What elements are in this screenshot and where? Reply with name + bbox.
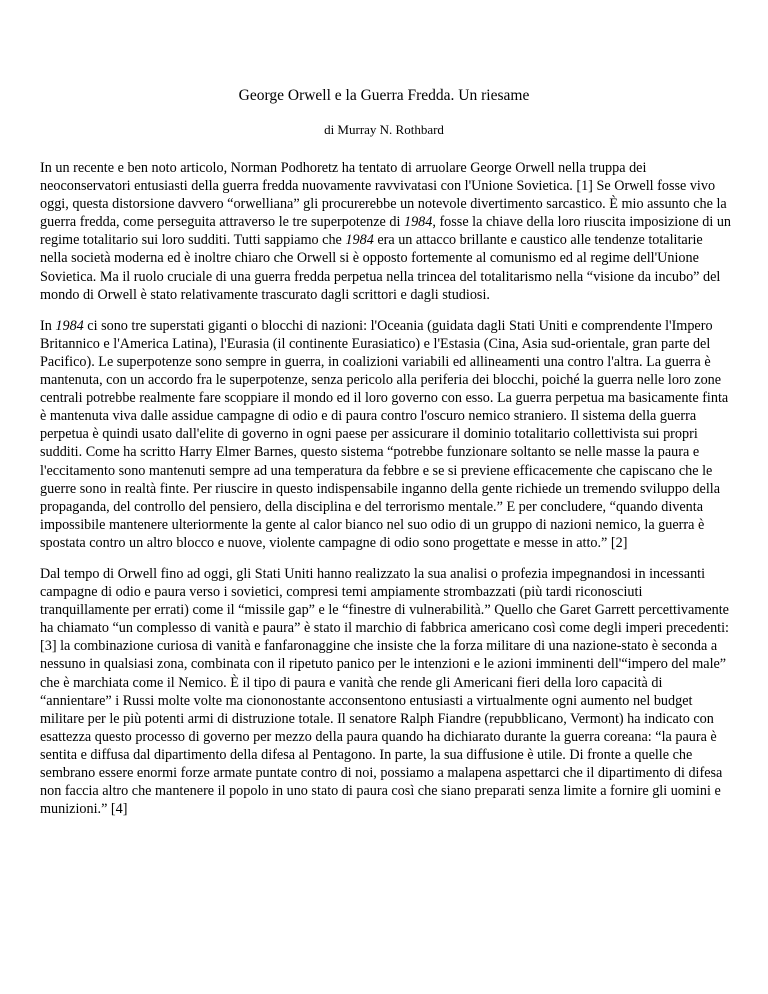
paragraph-text: Dal tempo di Orwell fino ad oggi, gli Stati Uniti hanno realizzato la sua analisi o profezia impegnandosi in incessanti campagne di odio e paura verso i sovietici, compresi temi ampiamente strombazzati (più tardi riconosciuti tranquillamente per errati) come il “missile gap” e le “finestre di vulnerabilità.” Quello che Garet Garrett percettivamente ha chiamato “un complesso di vanità e paura” è stato il marchio di fabbrica americano così come degli imperi precedenti: [3] la combinazione curiosa di vanità e fanfaronaggine che insiste che la forza militare di una nazione-stato è seconda a nessuno in qualsiasi zona, combinata con il ripetuto panico per le intenzioni e le azioni imminenti dell'“impero del male” che è marchiata come il Nemico. È il tipo di paura e vanità che rende gli Americani fieri della loro capacità di “annientare” i Russi molte volte ma ciononostante acconsentono entusiasti a virtualmente ogni aumento nel budget militare per le più potenti armi di distruzione totale. Il senatore Ralph Fiandre (repubblicano, Vermont) ha indicato con esattezza questo processo di governo per mezzo della paura quando ha dichiarato durante la guerra coreana: “la paura è sentita e diffusa dal dipartimento della difesa al Pentagono. In parte, la sua diffusione è utile. Di fronte a quelle che sembrano essere enormi forze armate puntate contro di noi, possiamo a malapena aspettarci che il dipartimento di difesa non faccia altro che mantenere il popolo in uno stato di paura così che siano preparati senza limite a fornire gli uomini e munizioni.” [4] [40, 565, 730, 818]
paragraph [40, 317, 732, 552]
document-body [40, 159, 732, 831]
document-title: George Orwell e la Guerra Fredda. Un riesame [238, 87, 530, 104]
paragraph-text: ci sono tre superstati giganti o blocchi di nazioni: l'Oceania (guidata dagli Stati Uniti e comprendente l'Impero Britannico e l'America Latina), l'Eurasia (il continente Eurasiatico) e l'Estasia (Cina, Asia sud-orientale, gran parte del Pacifico). Le superpotenze sono sempre in guerra, in coalizioni variabili ed allineamenti una contro l'altra. La guerra è mantenuta, con un accordo fra le superpotenze, senza pericolo alla periferia dei blocchi, poiché la guerra nelle loro zone centrali potrebbe realmente fare scoppiare il mondo ed il loro governo con esso. La guerra perpetua ma basicamente finta è mantenuta viva dalle assidue campagne di odio e di paura contro l'oscuro nemico straniero. Il sistema della guerra perpetua è quindi usato dall'elite di governo in ogni paese per assicurare il dominio totalitario collettivista sui propri sudditi. Come ha scritto Harry Elmer Barnes, questo sistema “potrebbe funzionare soltanto se nelle masse la paura e l'eccitamento sono mantenuti sempre ad una temperatura da febbre e se si previene efficacemente che capiscano che le guerre sono in realtà finte. Per riuscire in questo indispensabile inganno della gente richiede un tremendo sviluppo della propaganda, del controllo del pensiero, della disciplina e del terrorismo mentale.” E per concludere, “quando diventa impossibile mantenere ulteriormente la gente al calor bianco nel suo odio di un gruppo di nazioni nemico, la guerra è spostata contro un altro blocco e nuove, violente campagne di odio sono progettate e messe in atto.” [2] [40, 317, 729, 551]
paragraph-text: , fosse la chiave della loro riuscita imposizione di un regime totalitario sui loro sudditi. Tutti sappiamo che [40, 214, 732, 249]
paragraph-text: In [40, 317, 56, 334]
italic-text: 1984 [403, 214, 433, 231]
paragraph [40, 159, 732, 304]
italic-text: 1984 [345, 232, 374, 249]
paragraph-text: era un attacco brillante e caustico alle tendenze totalitarie nella società moderna ed è inoltre chiaro che Orwell si è opposto fortemente al comunismo ed al regime dell'Unione Sovietica. Ma il ruolo cruciale di una guerra fredda perpetua nella trincea del totalitarismo nella “visione da incubo” del mondo di Orwell è stato relativamente trascurato dagli scrittori e dagli studiosi. [40, 232, 721, 303]
paragraph-text: In un recente e ben noto articolo, Norman Podhoretz ha tentato di arruolare George Orwell nella truppa dei neoconservatori entusiasti della guerra fredda nuovamente ravvivatasi con l'Unione Sovietica. [1] Se Orwell fosse vivo oggi, questa distorsione davvero “orwelliana” gli procurerebbe un notevole divertimento sarcastico. È mio assunto che la guerra fredda, come perseguita attraverso le tre superpotenze di [40, 160, 727, 231]
document-author: di Murray N. Rothbard [324, 122, 444, 137]
italic-text: 1984 [55, 317, 84, 334]
paragraph [40, 565, 732, 818]
